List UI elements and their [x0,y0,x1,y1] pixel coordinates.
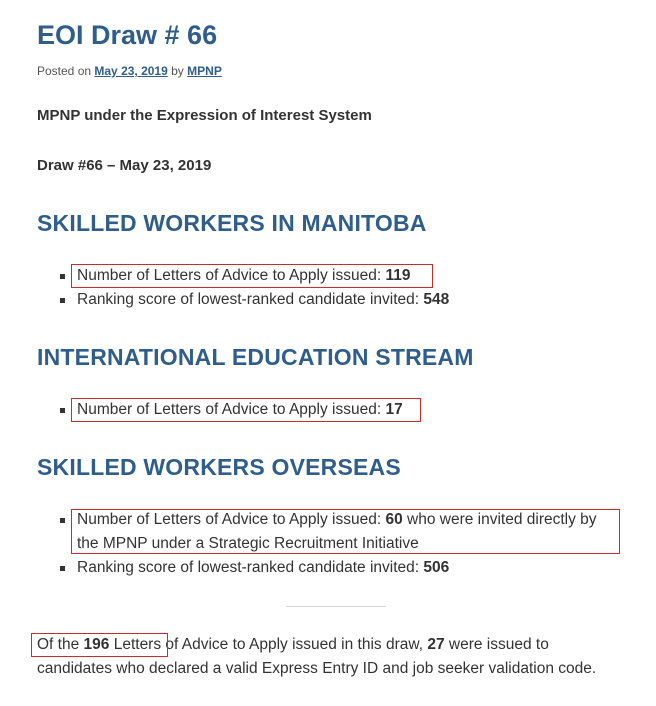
laa-count: 17 [385,401,403,418]
highlight-box [71,264,433,288]
ranking-score: 548 [423,291,450,308]
bullet-icon [60,298,65,303]
post-meta [37,63,222,79]
section-heading-international-education: INTERNATIONAL EDUCATION STREAM [37,344,474,370]
bullet-icon [60,408,65,413]
bullet-icon [60,566,65,571]
draw-line: Draw #66 – May 23, 2019 [37,157,212,174]
post-date-link[interactable]: May 23, 2019 [94,64,168,78]
list-item-continuation: the MPNP under a Strategic Recruitment Initiative [77,535,419,552]
closing-paragraph: Of the 196 Letters of Advice to Apply issued in this draw, 27 were issued to candidates who declared a valid Express Entry ID and job seeker validation code. [37,636,597,677]
divider [286,606,386,607]
highlight-box [71,398,421,422]
bullet-icon [60,518,65,523]
laa-count: 119 [385,267,411,284]
total-letters: 196 [83,636,110,653]
express-entry-count: 27 [427,636,445,653]
intro-text: MPNP under the Expression of Interest System [37,107,372,124]
ranking-score: 506 [423,559,450,576]
bullet-icon [60,274,65,279]
posted-on-label: Posted on [37,64,92,78]
by-label: by [171,64,184,78]
highlight-box [71,509,620,554]
section-heading-skilled-workers-overseas: SKILLED WORKERS OVERSEAS [37,454,401,480]
laa-count: 60 [385,511,403,528]
highlight-box [31,633,168,657]
section-heading-skilled-workers-manitoba: SKILLED WORKERS IN MANITOBA [37,210,427,236]
author-link[interactable]: MPNP [187,64,222,78]
post-title: EOI Draw # 66 [37,20,218,50]
